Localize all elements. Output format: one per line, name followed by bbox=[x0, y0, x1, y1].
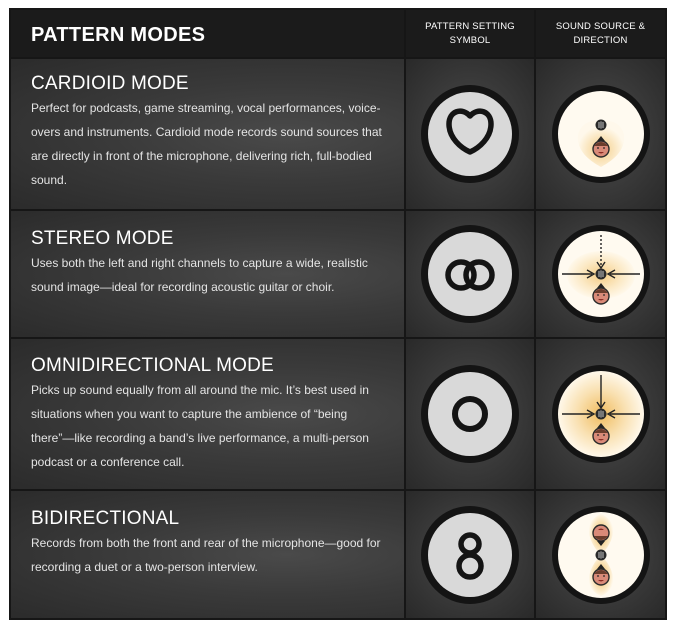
column-header-direction: SOUND SOURCE & DIRECTION bbox=[555, 21, 646, 46]
bidirectional-direction-icon bbox=[550, 504, 652, 606]
column-header-symbol: PATTERN SETTING SYMBOL bbox=[425, 21, 515, 46]
mode-text-cell bbox=[11, 339, 404, 489]
cardioid-direction-icon bbox=[550, 83, 652, 185]
heart-icon bbox=[419, 83, 521, 185]
direction-cell bbox=[536, 339, 665, 489]
interlocking-rings-icon bbox=[419, 223, 521, 325]
direction-cell bbox=[536, 59, 665, 209]
header-symbol-cell bbox=[406, 10, 534, 57]
mode-description: Records from both the front and rear of the microphone—good for recording a duet or a two-person interview. bbox=[31, 536, 381, 574]
symbol-cell bbox=[406, 339, 534, 489]
symbol-cell bbox=[406, 59, 534, 209]
mode-title: CARDIOID MODE bbox=[31, 73, 189, 94]
table-header bbox=[11, 10, 665, 57]
symbol-cell bbox=[406, 491, 534, 618]
direction-cell bbox=[536, 211, 665, 337]
mode-description: Perfect for podcasts, game streaming, vocal performances, voice-overs and instruments. Cardioid mode records sound sources that are directly in front of the microphone, delivering rich, full-bodied sound. bbox=[31, 101, 382, 187]
mode-text-cell bbox=[11, 491, 404, 618]
circle-icon bbox=[419, 363, 521, 465]
direction-cell bbox=[536, 491, 665, 618]
header-title-cell bbox=[11, 10, 404, 57]
mode-title: STEREO MODE bbox=[31, 228, 174, 249]
mode-description: Picks up sound equally from all around the mic. It’s best used in situations when you want to capture the ambience of “being there”—like recording a band’s live performance, a multi-person podcast or a conference call. bbox=[31, 383, 369, 469]
mode-description: Uses both the left and right channels to capture a wide, realistic sound image—ideal for recording acoustic guitar or choir. bbox=[31, 256, 368, 294]
mode-title: BIDIRECTIONAL bbox=[31, 508, 180, 529]
header-direction-cell bbox=[536, 10, 665, 57]
mode-text-cell bbox=[11, 59, 404, 209]
mode-text-cell bbox=[11, 211, 404, 337]
stereo-direction-icon bbox=[550, 223, 652, 325]
mode-title: OMNIDIRECTIONAL MODE bbox=[31, 355, 274, 376]
table-row bbox=[11, 211, 665, 337]
table-row bbox=[11, 339, 665, 489]
figure-eight-icon bbox=[419, 504, 521, 606]
table-title: PATTERN MODES bbox=[31, 24, 206, 46]
table-row bbox=[11, 59, 665, 209]
table-row bbox=[11, 491, 665, 618]
omni-direction-icon bbox=[550, 363, 652, 465]
symbol-cell bbox=[406, 211, 534, 337]
